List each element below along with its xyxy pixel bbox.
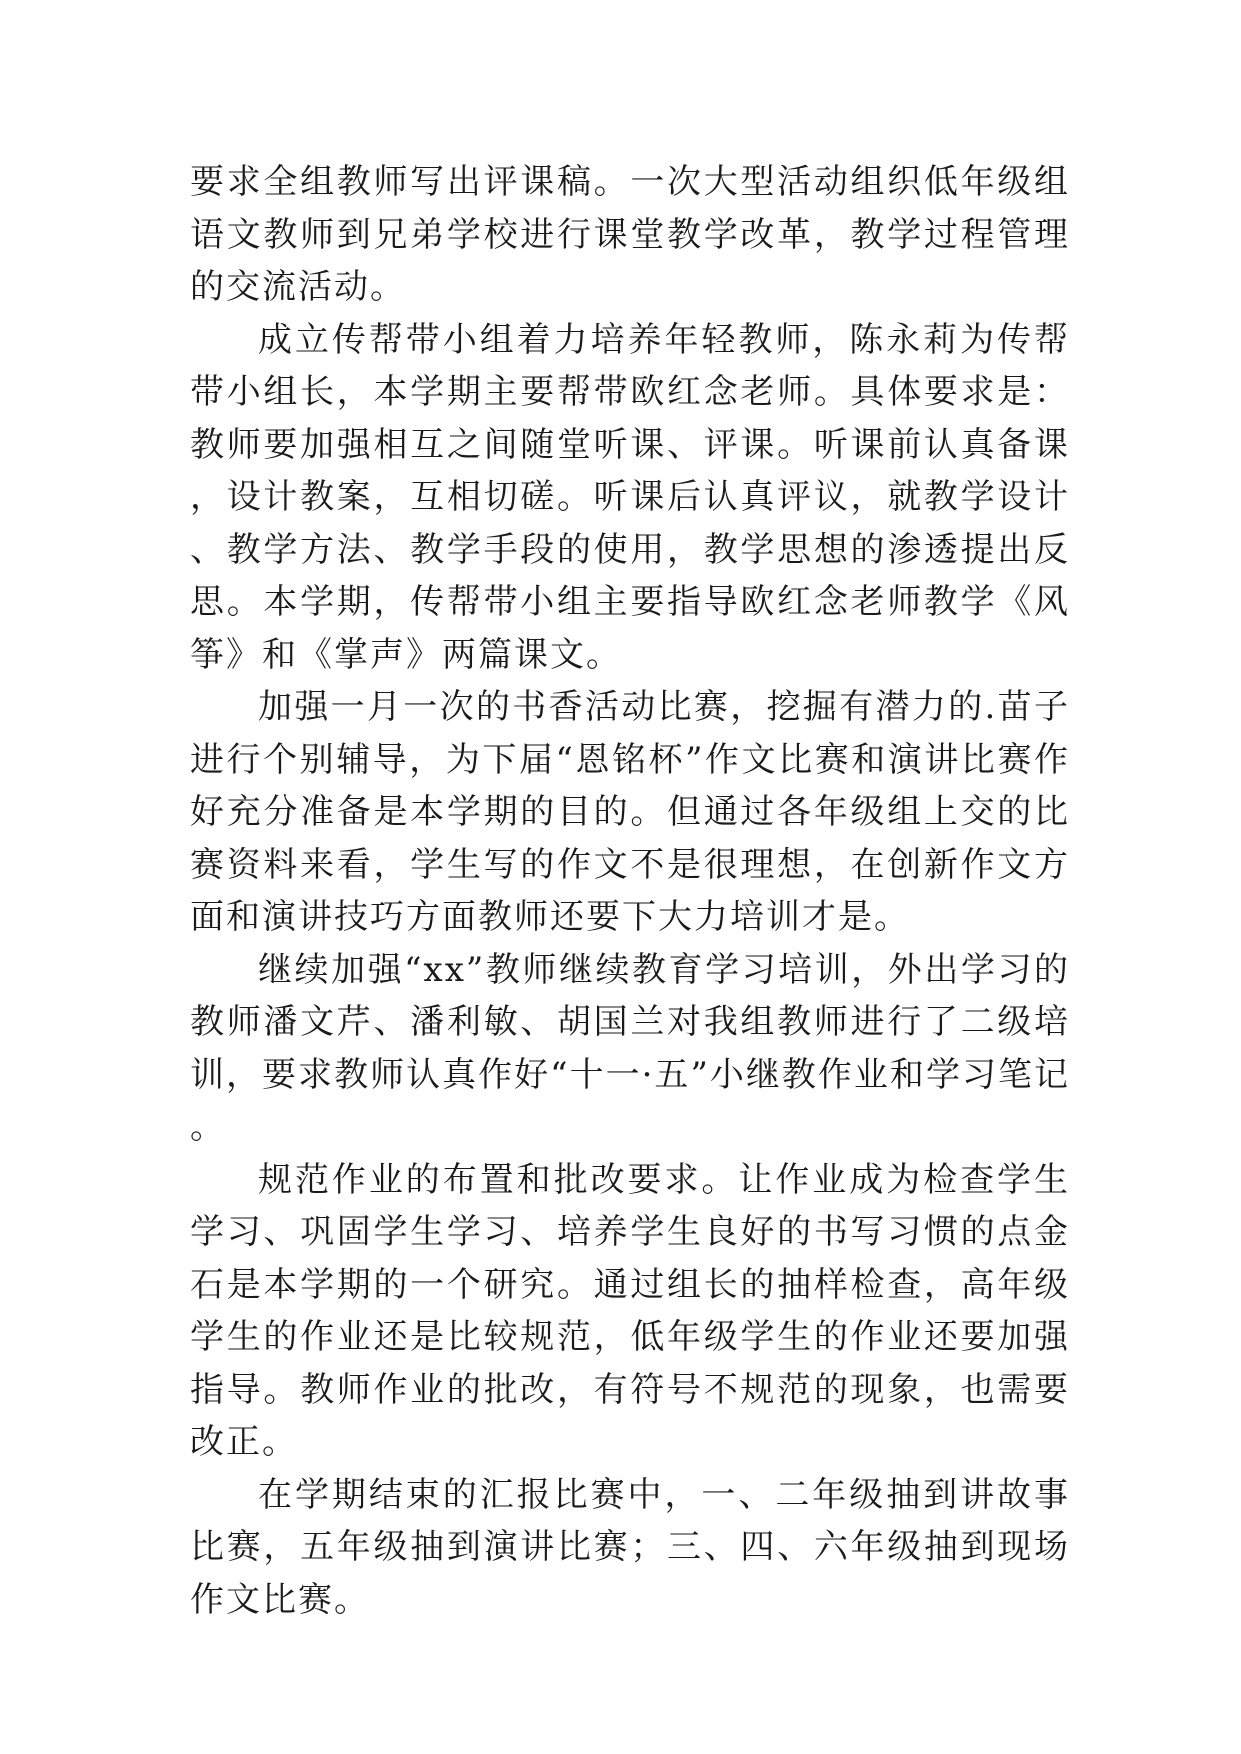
paragraph-3: 加强一月一次的书香活动比赛，挖掘有潜力的.苗子进行个别辅导，为下届“恩铭杯”作文比赛和演讲比赛作好充分准备是本学期的目的。但通过各年级组上交的比赛资料来看，学生写的作文不是很理想，在创新作文方面和演讲技巧方面教师还要下大力培训才是。 — [190, 687, 1070, 937]
paragraph-2: 成立传帮带小组着力培养年轻教师，陈永莉为传帮带小组长，本学期主要帮带欧红念老师。具体要求是：教师要加强相互之间随堂听课、评课。听课前认真备课，设计教案，互相切磋。听课后认真评议，就教学设计、教学方法、教学手段的使用，教学思想的渗透提出反思。本学期，传帮带小组主要指导欧红念老师教学《风筝》和《掌声》两篇课文。 — [190, 319, 1070, 675]
paragraph-1: 要求全组教师写出评课稿。一次大型活动组织低年级组语文教师到兄弟学校进行课堂教学改革，教学过程管理的交流活动。 — [190, 162, 1070, 307]
paragraph-6: 在学期结束的汇报比赛中，一、二年级抽到讲故事比赛，五年级抽到演讲比赛；三、四、六年级抽到现场作文比赛。 — [190, 1474, 1070, 1620]
paragraph-5: 规范作业的布置和批改要求。让作业成为检查学生学习、巩固学生学习、培养学生良好的书写习惯的点金石是本学期的一个研究。通过组长的抽样检查，高年级学生的作业还是比较规范，低年级学生的作业还要加强指导。教师作业的批改，有符号不规范的现象，也需要改正。 — [190, 1159, 1070, 1462]
paragraph-4: 继续加强“xx”教师继续教育学习培训，外出学习的教师潘文芹、潘利敏、胡国兰对我组教师进行了二级培训，要求教师认真作好“十一·五”小继教作业和学习笔记。 — [190, 949, 1070, 1147]
document-body — [190, 156, 1070, 1626]
